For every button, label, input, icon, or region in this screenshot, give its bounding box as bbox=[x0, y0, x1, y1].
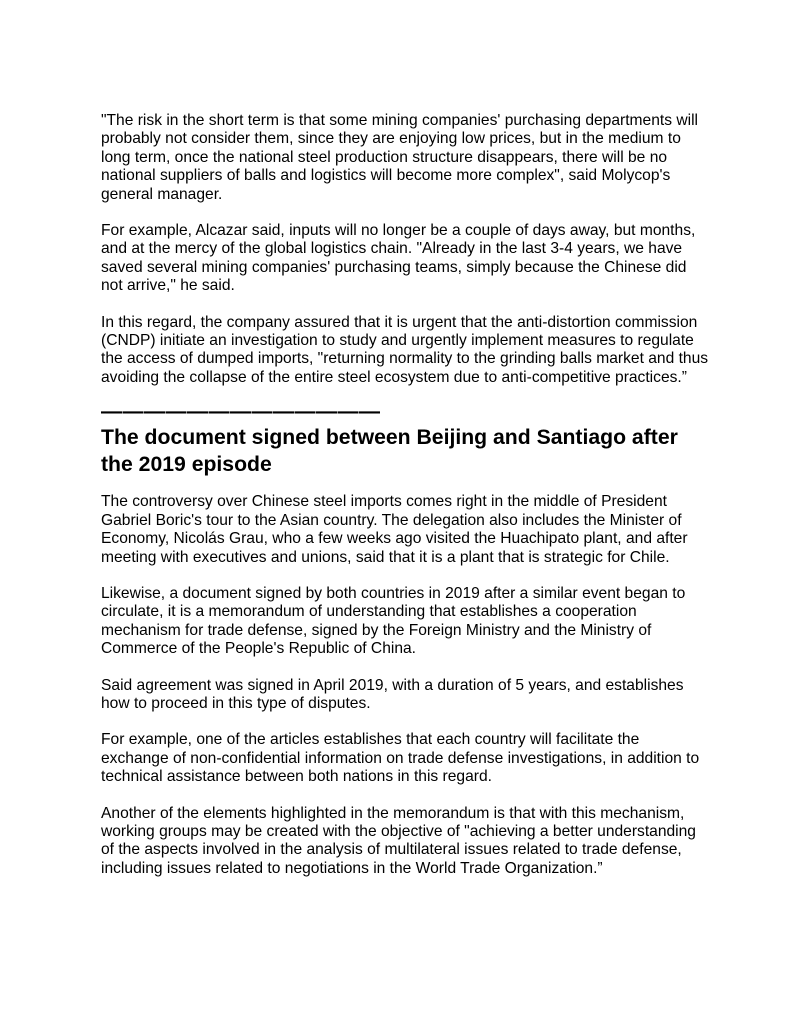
paragraph-information-exchange: For example, one of the articles establishes that each country will facilitate the exchange of non-confidential information on trade defense investigations, in addition to technical assistance between both nations in this regard. bbox=[101, 731, 700, 786]
document-page bbox=[101, 112, 711, 878]
paragraph-molycop-quote: "The risk in the short term is that some mining companies' purchasing departments will probably not consider them, since they are enjoying low prices, but in the medium to long term, once the national steel production structure disappears, there will be no national suppliers of balls and logistics will become more complex", said Molycop's general manager. bbox=[101, 112, 698, 203]
paragraph-memorandum-2019: Likewise, a document signed by both countries in 2019 after a similar event began to circulate, it is a memorandum of understanding that establishes a cooperation mechanism for trade defense, signed by the Foreign Ministry and the Ministry of Commerce of the People's Republic of China. bbox=[101, 584, 686, 658]
paragraph-cndp-investigation: In this regard, the company assured that it is urgent that the anti-distortion commission (CNDP) initiate an investigation to study and urgently implement measures to regulate the access of dumped imports, "returning normality to the grinding balls market and thus avoiding the collapse of the entire steel ecosystem due to anti-competitive practices.” bbox=[101, 313, 709, 386]
paragraph-agreement-duration: Said agreement was signed in April 2019, with a duration of 5 years, and establishes how to proceed in this type of disputes. bbox=[101, 676, 684, 712]
section-heading: The document signed between Beijing and Santiago after the 2019 episode bbox=[101, 426, 678, 476]
section-divider: ————————————— bbox=[101, 400, 381, 424]
paragraph-working-groups: Another of the elements highlighted in the memorandum is that with this mechanism, working groups may be created with the objective of "achieving a better understanding of the aspects involved in the analysis of multilateral issues related to trade defense, including issues related to negotiations in the World Trade Organization.” bbox=[101, 804, 696, 877]
paragraph-alcazar-logistics: For example, Alcazar said, inputs will no longer be a couple of days away, but months, and at the mercy of the global logistics chain. "Already in the last 3-4 years, we have saved several mining companies' purchasing teams, simply because the Chinese did not arrive," he said. bbox=[101, 222, 696, 295]
paragraph-boric-tour: The controversy over Chinese steel imports comes right in the middle of President Gabriel Boric's tour to the Asian country. The delegation also includes the Minister of Economy, Nicolás Grau, who a few weeks ago visited the Huachipato plant, and after meeting with executives and unions, said that it is a plant that is strategic for Chile. bbox=[101, 493, 688, 566]
